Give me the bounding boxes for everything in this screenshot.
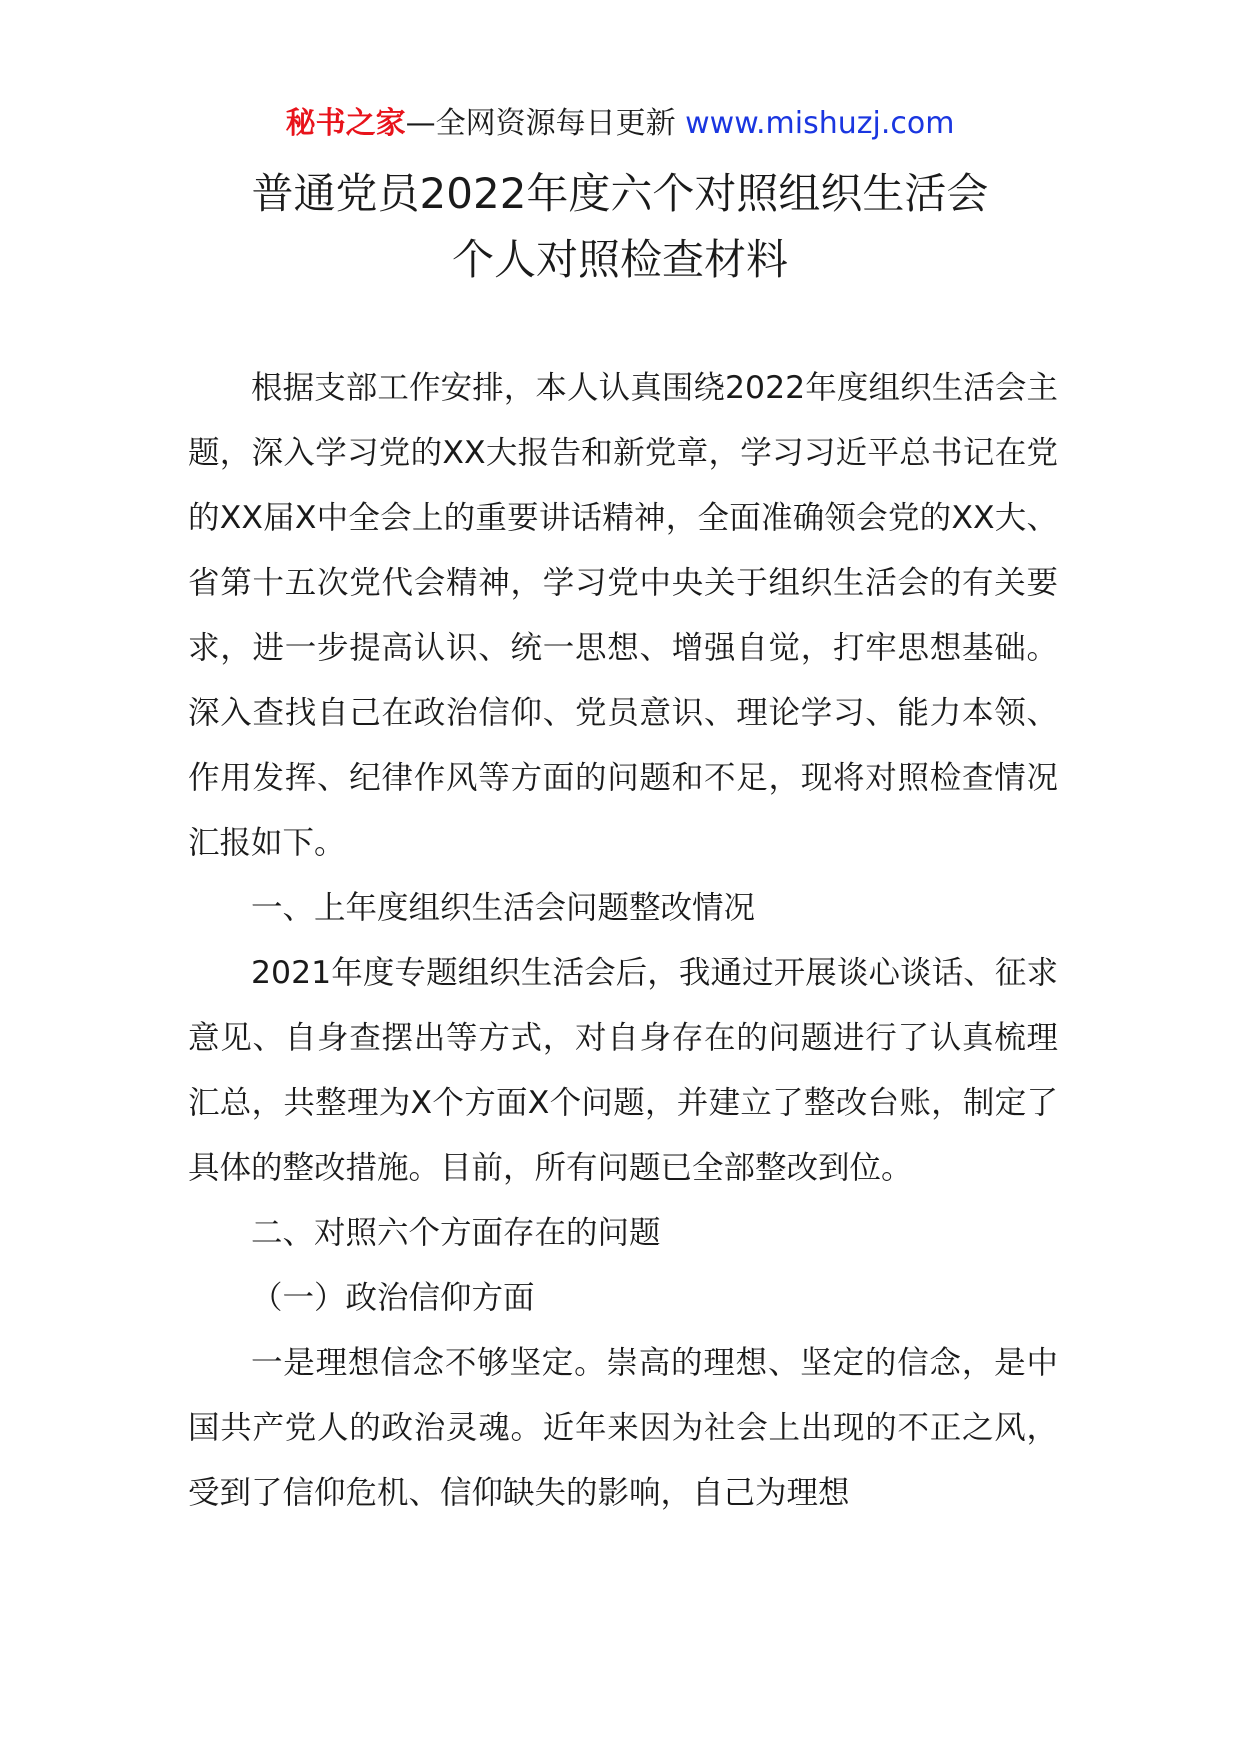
site-url-link[interactable]: www.mishuzj.com	[685, 106, 955, 141]
site-header	[0, 104, 1240, 144]
paragraph-political-belief: 一是理想信念不够坚定。崇高的理想、坚定的信念，是中国共产党人的政治灵魂。近年来因为社会上出现的不正之风，受到了信仰危机、信仰缺失的影响，自己为理想	[188, 1345, 1058, 1511]
document-body	[188, 356, 1058, 1526]
paragraph-rectification: 2021年度专题组织生活会后，我通过开展谈心谈话、征求意见、自身查摆出等方式，对自身存在的问题进行了认真梳理汇总，共整理为X个方面X个问题，并建立了整改台账，制定了具体的整改措施。目前，所有问题已全部整改到位。	[188, 955, 1058, 1186]
document-title-line-1: 普通党员2022年度六个对照组织生活会	[251, 169, 989, 218]
document-title-line-2: 个人对照检查材料	[451, 235, 788, 284]
section-heading-2: 二、对照六个方面存在的问题	[251, 1215, 661, 1251]
section-heading-1: 一、上年度组织生活会问题整改情况	[251, 890, 756, 926]
header-tagline: —全网资源每日更新	[405, 106, 686, 141]
subsection-heading-1: （一）政治信仰方面	[251, 1280, 535, 1316]
paragraph-intro: 根据支部工作安排，本人认真围绕2022年度组织生活会主题，深入学习党的XX大报告和新党章，学习习近平总书记在党的XX届X中全会上的重要讲话精神，全面准确领会党的XX大、省第十五次党代会精神，学习党中央关于组织生活会的有关要求，进一步提高认识、统一思想、增强自觉，打牢思想基础。深入查找自己在政治信仰、党员意识、理论学习、能力本领、作用发挥、纪律作风等方面的问题和不足，现将对照检查情况汇报如下。	[188, 370, 1058, 861]
brand-name: 秘书之家	[285, 106, 406, 141]
